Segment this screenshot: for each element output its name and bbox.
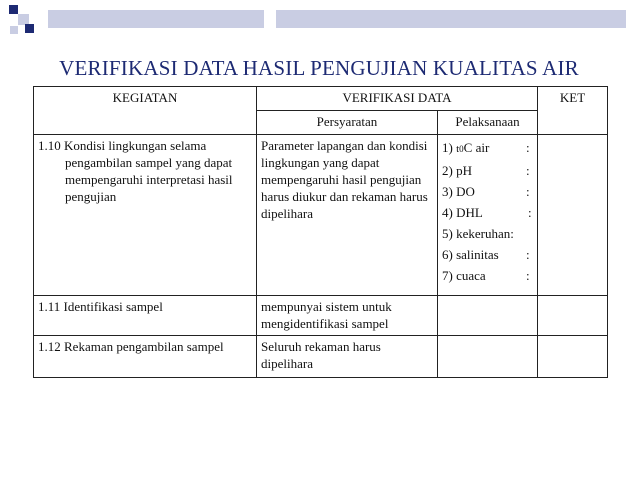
- param-colon: :: [528, 205, 532, 220]
- header-kegiatan: KEGIATAN: [34, 87, 257, 135]
- kegiatan-cell: [34, 336, 257, 378]
- kegiatan-text: Rekaman pengambilan: [64, 339, 184, 354]
- persyaratan-cell: Parameter lapangan dan kondisi lingkungan yang dapat mempengaruhi hasil pengujian harus diukur dan rekaman harus dipelihara: [257, 135, 438, 296]
- header-pelaksanaan: Pelaksanaan: [438, 111, 538, 135]
- param-label: cuaca: [456, 268, 486, 283]
- pelaksanaan-cell: [438, 135, 538, 296]
- kegiatan-cell: [34, 296, 257, 336]
- persyaratan-cell: Seluruh rekaman harus dipelihara: [257, 336, 438, 378]
- pelaksanaan-cell: [438, 296, 538, 336]
- param-colon: :: [526, 247, 530, 262]
- param-num: 1): [442, 140, 453, 155]
- param-num: 4): [442, 205, 453, 220]
- row-number: 1.12: [38, 339, 61, 354]
- deco-square: [10, 26, 18, 34]
- page-title: VERIFIKASI DATA HASIL PENGUJIAN KUALITAS AIR: [59, 56, 579, 80]
- parameter-item: [442, 223, 533, 244]
- parameter-item: [442, 160, 533, 181]
- param-label: kekeruhan:: [456, 226, 514, 241]
- kegiatan-text-cont: selama pengambilan sampel yang dapat mempengaruhi interpretasi hasil pengujian: [65, 138, 233, 204]
- param-num: 7): [442, 268, 453, 283]
- pelaksanaan-cell: [438, 336, 538, 378]
- kegiatan-text-cont: sampel: [186, 339, 224, 354]
- param-label: t: [456, 143, 460, 155]
- table-row: [34, 296, 608, 336]
- persyaratan-cell: mempunyai sistem untuk mengidentifikasi sampel: [257, 296, 438, 336]
- param-colon: :: [526, 268, 530, 283]
- parameter-item: [442, 244, 533, 265]
- param-num: 2): [442, 163, 453, 178]
- param-num: 3): [442, 184, 453, 199]
- ket-cell: [538, 296, 608, 336]
- parameter-item: [442, 181, 533, 202]
- parameter-item: [442, 202, 533, 223]
- param-sup: 0: [459, 144, 464, 154]
- row-number: 1.11: [38, 299, 61, 314]
- param-colon: :: [526, 184, 530, 199]
- ket-cell: [538, 336, 608, 378]
- deco-bar: [276, 10, 626, 28]
- param-label: DHL: [456, 205, 483, 220]
- table-row: [34, 135, 608, 296]
- param-num: 5): [442, 226, 453, 241]
- parameter-list: [442, 137, 533, 286]
- parameter-item: [442, 137, 533, 160]
- param-colon: :: [526, 140, 530, 155]
- deco-square: [25, 24, 34, 33]
- param-label: DO: [456, 184, 475, 199]
- kegiatan-text: Kondisi lingkungan: [64, 138, 167, 153]
- deco-bar: [48, 10, 264, 28]
- verification-table: [33, 86, 608, 378]
- kegiatan-text: Identifikasi sampel: [63, 299, 163, 314]
- table-row: [34, 336, 608, 378]
- param-label-rest: C air: [463, 140, 490, 155]
- param-colon: :: [526, 163, 530, 178]
- param-label: salinitas: [456, 247, 499, 262]
- parameter-item: [442, 265, 533, 286]
- row-number: 1.10: [38, 138, 61, 153]
- header-persyaratan: Persyaratan: [257, 111, 438, 135]
- param-num: 6): [442, 247, 453, 262]
- kegiatan-cell: [34, 135, 257, 296]
- header-verifikasi-data: VERIFIKASI DATA: [257, 87, 538, 111]
- header-ket: KET: [538, 87, 608, 135]
- ket-cell: [538, 135, 608, 296]
- deco-square: [9, 5, 18, 14]
- param-label: pH: [456, 163, 472, 178]
